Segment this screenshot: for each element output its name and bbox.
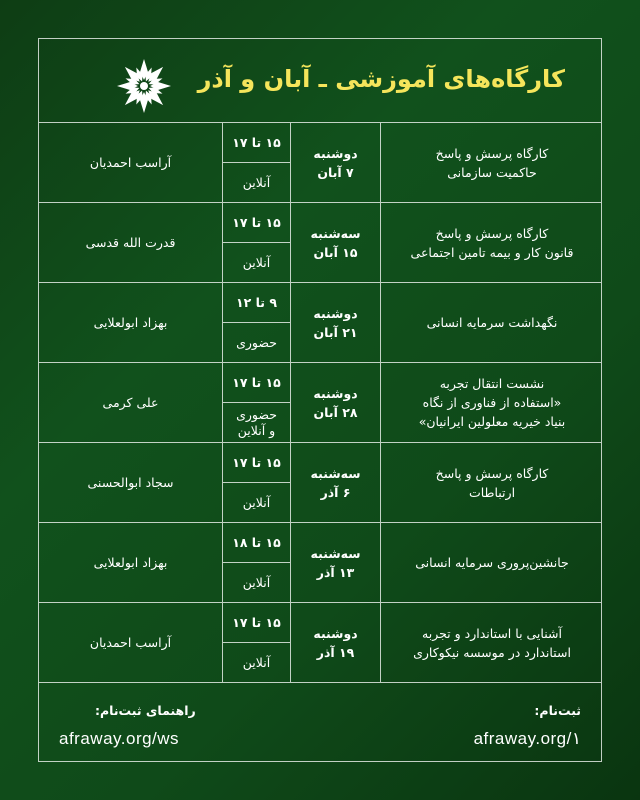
time-block [223,443,290,522]
workshop-topic: آشنایی با استاندارد و تجربه استاندارد در موسسه نیکوکاری [413,625,571,660]
workshop-speaker: بهزاد ابولعلایی [39,283,223,362]
workshop-day: سه‌شنبه ۱۳ آذر [290,523,381,602]
workshop-mode: آنلاین [242,575,271,590]
schedule-frame [38,38,602,762]
workshop-mode: آنلاین [242,495,271,510]
workshop-day: سه‌شنبه ۶ آذر [290,443,381,522]
workshop-topic: جانشین‌پروری سرمایه انسانی [415,555,569,570]
time-block [223,203,290,282]
workshop-time: ۱۵ تا ۱۷ [223,363,290,403]
guide-link[interactable]: afraway.org/ws [59,729,180,748]
workshop-speaker: قدرت الله قدسی [39,203,223,282]
header [39,39,601,123]
workshop-day: دوشنبه ۱۹ آذر [290,603,381,682]
workshop-speaker: سجاد ابوالحسنی [39,443,223,522]
table-row [39,203,601,283]
register-label: ثبت‌نام: [534,703,581,718]
table-row [39,123,601,203]
footer [39,683,601,763]
workshop-speaker: بهزاد ابولعلایی [39,523,223,602]
register-link[interactable]: afraway.org/۱ [473,729,581,748]
workshop-time: ۱۵ تا ۱۷ [223,123,290,163]
table-row [39,523,601,603]
workshop-speaker: آراسب احمدیان [39,123,223,202]
workshop-mode: آنلاین [242,175,271,190]
workshop-time: ۱۵ تا ۱۷ [223,603,290,643]
workshop-topic: کارگاه پرسش و پاسخ قانون کار و بیمه تامین اجتماعی [410,225,574,260]
workshop-day: دوشنبه ۲۱ آبان [290,283,381,362]
table-row [39,283,601,363]
time-block [223,523,290,602]
time-block [223,363,290,442]
guide-label: راهنمای ثبت‌نام: [95,703,196,718]
workshop-time: ۱۵ تا ۱۸ [223,523,290,563]
table-row [39,603,601,683]
time-block [223,283,290,362]
table-row [39,363,601,443]
workshop-time: ۹ تا ۱۲ [223,283,290,323]
workshop-mode: آنلاین [242,655,271,670]
workshop-topic: کارگاه پرسش و پاسخ ارتباطات [435,465,549,500]
workshop-day: دوشنبه ۷ آبان [290,123,381,202]
workshop-day: دوشنبه ۲۸ آبان [290,363,381,442]
workshop-topic: کارگاه پرسش و پاسخ حاکمیت سازمانی [435,145,549,180]
workshop-topic: نگهداشت سرمایه انسانی [426,315,558,330]
workshop-mode: حضوری [236,335,277,350]
workshop-topic: نشست انتقال تجربه «استفاده از فناوری از نگاه بنیاد خیریه معلولین ایرانیان» [418,376,566,429]
workshop-speaker: آراسب احمدیان [39,603,223,682]
page-title: کارگاه‌های آموزشی ـ آبان و آذر [197,65,565,93]
table-row [39,443,601,523]
time-block [223,603,290,682]
time-block [223,123,290,202]
workshop-mode: حضوری و آنلاین [236,407,277,438]
workshop-speaker: علی کرمی [39,363,223,442]
leaf-star-logo-icon [115,57,173,115]
workshop-day: سه‌شنبه ۱۵ آبان [290,203,381,282]
workshop-time: ۱۵ تا ۱۷ [223,443,290,483]
workshop-mode: آنلاین [242,255,271,270]
workshop-time: ۱۵ تا ۱۷ [223,203,290,243]
